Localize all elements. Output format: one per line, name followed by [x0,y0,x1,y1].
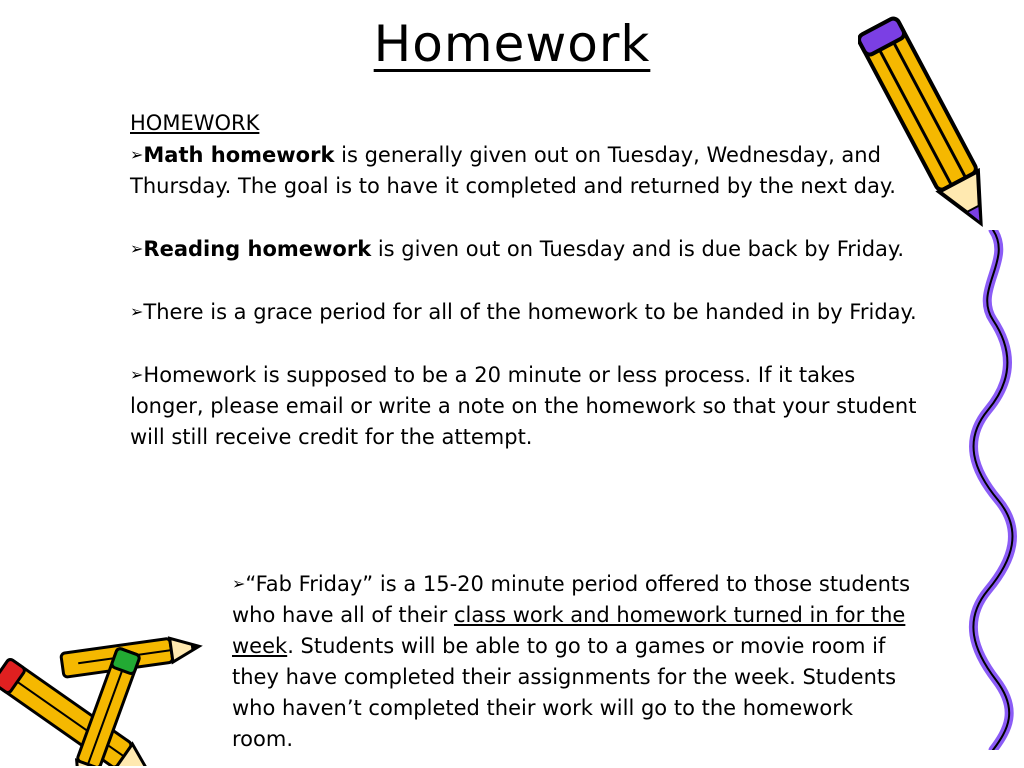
body-text [130,108,920,453]
time-limit-text: Homework is supposed to be a 20 minute or less process. If it takes longer, please email or write a note on the homework so that your student will still receive credit for the attempt. [130,363,917,449]
arrow-bullet-icon: ➢ [130,239,144,258]
bullet-reading-homework [130,233,920,265]
squiggle-line-icon [968,230,1018,750]
crossed-pencils-icon [0,618,210,766]
grace-period-text: There is a grace period for all of the homework to be handed in by Friday. [143,300,917,324]
reading-homework-label: Reading homework [143,237,372,261]
bullet-math-homework [130,139,920,202]
bullet-grace-period [130,296,920,328]
arrow-bullet-icon: ➢ [130,365,144,384]
slide-title: Homework [373,15,651,73]
bullet-time-limit [130,359,920,453]
fab-friday-paragraph [232,568,917,755]
section-heading: HOMEWORK [130,111,260,135]
math-homework-label: Math homework [143,143,335,167]
fab-friday-text-after: . Students will be able to go to a games or movie room if they have completed their assignments for the week. Students who haven’t completed their work will go to the homework room. [232,634,897,751]
reading-homework-text: is given out on Tuesday and is due back by Friday. [371,237,905,261]
arrow-bullet-icon: ➢ [130,302,144,321]
fab-friday-underlined: class work and homework turned in for the week [232,603,906,658]
pencil-icon [858,4,998,244]
arrow-bullet-icon: ➢ [232,574,246,593]
arrow-bullet-icon: ➢ [130,145,144,164]
math-homework-text: is generally given out on Tuesday, Wednesday, and Thursday. The goal is to have it completed and returned by the next day. [130,143,896,198]
fab-friday-text-before: “Fab Friday” is a 15-20 minute period offered to those students who have all of their [232,572,911,627]
